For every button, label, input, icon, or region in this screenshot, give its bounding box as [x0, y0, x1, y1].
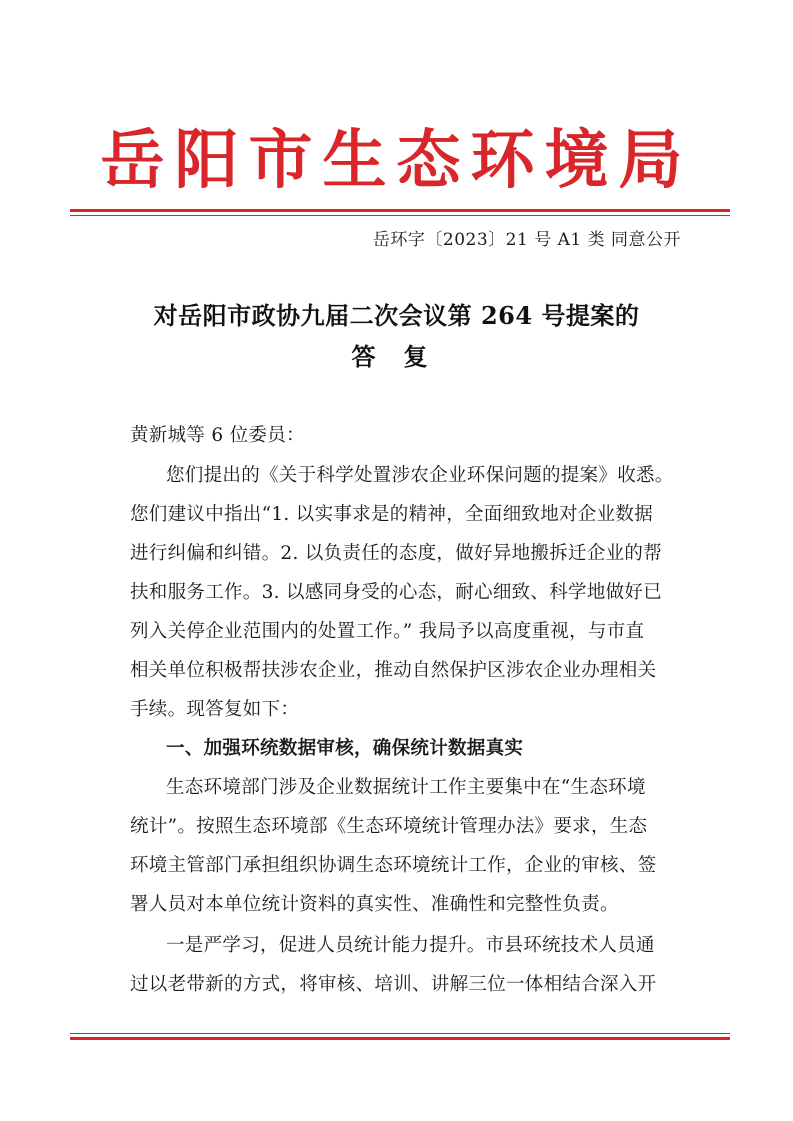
paragraph-line: 列入关停企业范围内的处置工作。” 我局予以高度重视，与市直 [130, 621, 645, 642]
footer-divider-thin [70, 1033, 730, 1034]
paragraph-line: 进行纠偏和纠错。2. 以负责任的态度，做好异地搬拆迁企业的帮 [130, 543, 663, 564]
paragraph-line: 署人员对本单位统计资料的真实性、准确性和完整性负责。 [130, 894, 619, 915]
paragraph-line: 环境主管部门承担组织协调生态环境统计工作，企业的审核、签 [130, 855, 657, 876]
document-title-line1: 对岳阳市政协九届二次会议第 264 号提案的 [153, 301, 640, 330]
paragraph-line: 过以老带新的方式，将审核、培训、讲解三位一体相结合深入开 [130, 974, 657, 995]
paragraph-line: 统计”。按照生态环境部《生态环境统计管理办法》要求，生态 [130, 816, 648, 837]
footer-divider-thick [70, 1037, 730, 1040]
paragraph-line: 您们提出的《关于科学处置涉农企业环保问题的提案》收悉。 [166, 465, 674, 486]
masthead-title: 岳阳市生态环境局 [100, 123, 693, 198]
document-title-line2: 答复 [351, 342, 456, 371]
paragraph-line: 扶和服务工作。3. 以感同身受的心态，耐心细致、科学地做好已 [130, 582, 663, 603]
document-body [130, 0, 678, 1121]
salutation: 黄新城等 6 位委员： [130, 425, 305, 446]
paragraph-line: 一是严学习，促进人员统计能力提升。市县环统技术人员通 [166, 935, 655, 956]
document-number: 岳环字〔2023〕21 号 A1 类 同意公开 [372, 230, 681, 250]
paragraph-line: 相关单位积极帮扶涉农企业，推动自然保护区涉农企业办理相关 [130, 660, 657, 681]
paragraph-line: 您们建议中指出“1. 以实事求是的精神，全面细致地对企业数据 [130, 504, 653, 525]
paragraph-line: 生态环境部门涉及企业数据统计工作主要集中在“生态环境 [166, 777, 646, 798]
section-heading: 一、加强环统数据审核，确保统计数据真实 [166, 738, 524, 759]
paragraph-line: 手续。现答复如下： [130, 699, 300, 720]
